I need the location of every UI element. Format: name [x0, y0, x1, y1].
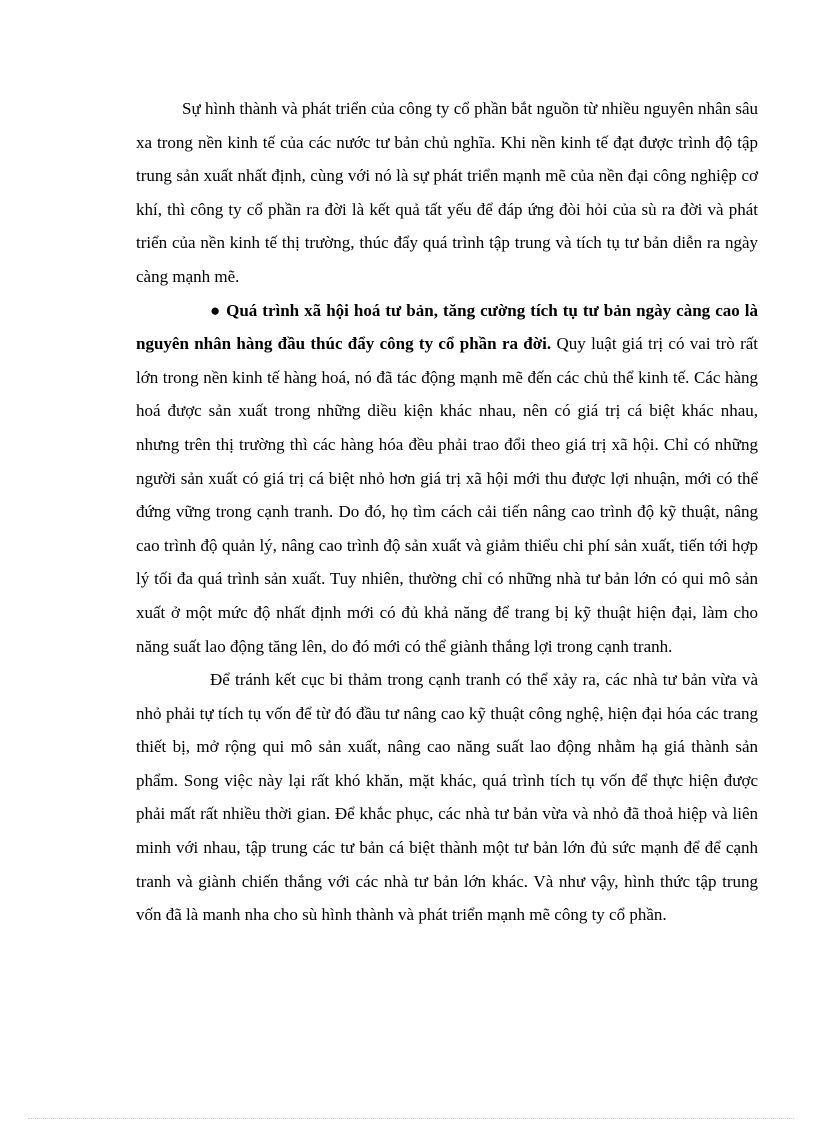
page-bottom-divider [28, 1118, 794, 1119]
paragraph-origin: Sự hình thành và phát triển của công ty cổ phần bắt nguồn từ nhiều nguyên nhân sâu xa trong nền kinh tế của các nước tư bản chủ nghĩa. Khi nền kinh tế đạt được trình độ tập trung sản xuất nhất định, cùng với nó là sự phát triển mạnh mẽ của nền đại công nghiệp cơ khí, thì công ty cổ phần ra đời là kết quả tất yếu để đáp ứng đòi hỏi của sù ra đời và phát triển của nền kinh tế thị trường, thúc đẩy quá trình tập trung và tích tụ tư bản diễn ra ngày càng mạnh mẽ. [136, 99, 758, 286]
paragraph-heading-bold: Quá trình xã hội hoá tư bản, tăng cường tích tụ tư bản ngày càng cao là nguyên nhân hàng đầu thúc đẩy công ty cổ phần ra đời. [136, 300, 758, 354]
bullet-icon: ● [210, 300, 222, 320]
paragraph-body: Quy luật giá trị có vai trò rất lớn trong nền kinh tế hàng hoá, nó đã tác động mạnh mẽ đến các chủ thể kinh tế. Các hàng hoá được sản xuất trong những diều kiện khác nhau, nên có giá trị cá biệt khác nhau, nhưng trên thị trường thì các hàng hóa đều phải trao đổi theo giá trị xã hội. Chỉ có những người sản xuất có giá trị cá biệt nhỏ hơn giá trị xã hội mới thu được lợi nhuận, mới có thể đứng vững trong cạnh tranh. Do đó, họ tìm cách cải tiến nâng cao trình độ kỹ thuật, nâng cao trình độ quản lý, nâng cao trình độ sản xuất và giảm thiểu chi phí sản xuất, tiến tới hợp lý tối đa quá trình sản xuất. Tuy nhiên, thường chỉ có những nhà tư bản lớn có qui mô sản xuất ở một mức độ nhất định mới có đủ khả năng để trang bị kỹ thuật hiện đại, làm cho năng suất lao động tăng lên, do đó mới có thể giành thắng lợi trong cạnh tranh. [136, 334, 759, 656]
paragraph-socialization [136, 294, 758, 664]
document-page [136, 92, 758, 932]
paragraph-competition: Để tránh kết cục bi thảm trong cạnh tranh có thể xảy ra, các nhà tư bản vừa và nhỏ phải tự tích tụ vốn để từ đó đầu tư nâng cao kỹ thuật công nghệ, hiện đại hóa các trang thiết bị, mở rộng qui mô sản xuất, nâng cao năng suất lao động nhằm hạ giá thành sản phẩm. Song việc này lại rất khó khăn, mặt khác, quá trình tích tụ vốn để thực hiện được phải mất rất nhiều thời gian. Để khắc phục, các nhà tư bản vừa và nhỏ đã thoả hiệp và liên minh với nhau, tập trung các tư bản cá biệt thành một tư bản lớn đủ sức mạnh để để cạnh tranh và giành chiến thắng với các nhà tư bản lớn khác. Và như vậy, hình thức tập trung vốn đã là manh nha cho sù hình thành và phát triển mạnh mẽ công ty cổ phần. [136, 670, 758, 925]
